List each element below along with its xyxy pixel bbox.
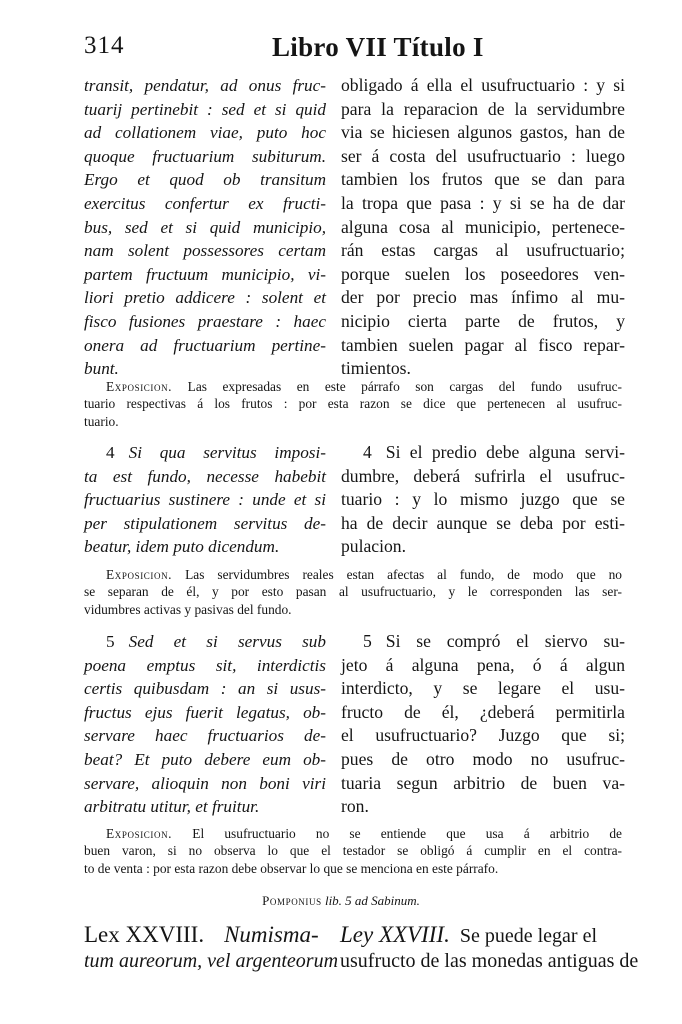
latin-line: ta est fundo, necesse habebit	[84, 466, 326, 486]
spanish-column-3	[341, 630, 625, 819]
latin-line: beatur, idem puto dicendum.	[84, 537, 280, 557]
latin-line: certis quibusdam : an si usus-	[84, 679, 326, 699]
spanish-line: der por precio mas ínfimo al mu-	[341, 287, 625, 308]
spanish-line: la tropa que pasa : y si se ha de dar	[341, 192, 625, 213]
lex-spanish-label: Ley XXVIII.	[340, 922, 450, 947]
spanish-line: tuaria segun arbitrio de buen va-	[341, 772, 625, 793]
latin-line: fructuarius sustinere : unde et si	[84, 490, 326, 510]
latin-line: onera ad fructuarium pertine-	[84, 335, 326, 355]
spanish-line: via se hiciesen algunos gastos, han de	[341, 122, 625, 143]
lex-spanish	[340, 922, 639, 974]
latin-line: fisco fusiones praestare : haec	[84, 311, 326, 331]
latin-column-2	[84, 441, 326, 559]
spanish-line: dumbre, deberá sufrirla el usufruc-	[341, 465, 625, 486]
exposicion-line: Las expresadas en este párrafo son cargas del fundo usufruc-	[187, 379, 622, 394]
latin-line: per stipulationem servitus de-	[84, 513, 326, 533]
lex-latin-label: Lex XXVIII.	[84, 922, 205, 947]
spanish-line: ser á costa del usufructuario : luego	[341, 145, 625, 166]
latin-line: bunt.	[84, 359, 119, 379]
latin-line: beat? Et puto debere eum ob-	[84, 749, 326, 769]
source-citation	[0, 893, 682, 909]
lex-latin-line: tum aureorum, vel argenteorum	[84, 950, 339, 972]
spanish-column-1	[341, 74, 625, 381]
exposicion-note-1	[84, 378, 622, 430]
spanish-line: el usufructuario? Juzgo que si;	[341, 725, 625, 746]
latin-line: bus, sed et si quid municipio,	[84, 217, 326, 237]
spanish-line: Si se compró el siervo su-	[385, 631, 625, 651]
lex-spanish-line: Se puede legar el	[459, 925, 598, 947]
latin-column-1	[84, 74, 326, 381]
spanish-line: tambien suelen pagar al fisco repar-	[341, 334, 625, 355]
spanish-line: pulacion.	[341, 536, 406, 557]
exposicion-line: tuario.	[84, 413, 119, 429]
paragraph-number: 5	[106, 632, 115, 651]
spanish-line: ron.	[341, 796, 369, 817]
exposicion-line: tuario respectivas á los frutos : por esta razon se dice que pertenecen al usufruc-	[84, 396, 622, 412]
exposicion-line: vidumbres activas y pasivas del fundo.	[84, 601, 292, 617]
paragraph-number: 4	[363, 442, 372, 462]
spanish-line: fructo de él, ¿deberá permitirla	[341, 701, 625, 722]
latin-line: servare, alioquin non boni viri	[84, 773, 326, 793]
page-title: Libro VII Título I	[272, 32, 484, 62]
latin-line: arbitratu utitur, et fruitur.	[84, 797, 260, 817]
exposicion-line: buen varon, si no observa lo que el testador se obligó á cumplir en el contra-	[84, 843, 622, 859]
spanish-line: pues de otro modo no usufruc-	[341, 748, 625, 769]
spanish-line: ha de decir aunque se deba por esti-	[341, 512, 625, 533]
paragraph-number: 5	[363, 631, 372, 651]
spanish-line: alguna cosa al municipio, pertenece-	[341, 216, 625, 237]
latin-line: poena emptus sit, interdictis	[84, 655, 326, 675]
latin-line: tuarij pertinebit : sed et si quid	[84, 99, 326, 119]
latin-line: ad collationem viae, puto hoc	[84, 123, 326, 143]
exposicion-note-3	[84, 825, 622, 877]
spanish-line: porque suelen los poseedores ven-	[341, 263, 625, 284]
exposicion-line: El usufructuario no se entiende que usa á arbitrio de	[192, 826, 622, 841]
latin-line: liori pretio addicere : solent et	[84, 288, 326, 308]
latin-line: Si qua servitus imposi-	[128, 443, 326, 462]
latin-line: exercitus confertur ex fructi-	[84, 193, 326, 213]
lex-spanish-line: usufructo de las monedas antiguas de	[340, 950, 639, 972]
exposicion-line: to de venta : por esta razon debe observar lo que se menciona en este párrafo.	[84, 860, 499, 876]
latin-line: fructus ejus fuerit legatus, ob-	[84, 702, 326, 722]
exposicion-line: Las servidumbres reales estan afectas al fundo, de modo que no	[185, 567, 622, 582]
spanish-line: jeto á alguna pena, ó á algun	[341, 654, 625, 675]
spanish-line: timientos.	[341, 358, 411, 379]
latin-line: quoque fructuarium subiturum.	[84, 146, 326, 166]
spanish-line: nicipio cierta parte de frutos, y	[341, 310, 625, 331]
source-author: Pomponius	[262, 893, 322, 908]
spanish-line: rán estas cargas al usufructuario;	[341, 240, 625, 261]
page-header	[0, 32, 682, 64]
spanish-line: Si el predio debe alguna servi-	[385, 442, 625, 462]
spanish-line: tuario : y lo mismo juzgo que se	[341, 489, 625, 510]
latin-line: servare haec fructuarios de-	[84, 726, 326, 746]
latin-column-3	[84, 630, 326, 819]
spanish-line: obligado á ella el usufructuario : y si	[341, 75, 625, 95]
exposicion-label: Exposicion.	[106, 826, 173, 841]
latin-line: nam solent possessores certam	[84, 241, 326, 261]
latin-line: transit, pendatur, ad onus fruc-	[84, 76, 326, 95]
page-number: 314	[84, 32, 125, 59]
latin-line: Ergo et quod ob transitum	[84, 170, 326, 190]
exposicion-line: se separan de él, y por esto pasan al usufructuario, y le corresponden las ser-	[84, 584, 622, 600]
spanish-line: para la reparacion de la servidumbre	[341, 98, 625, 119]
lex-latin-line: Numisma-	[224, 922, 319, 947]
spanish-line: interdicto, y se legare el usu-	[341, 678, 625, 699]
lex-latin	[84, 922, 339, 974]
paragraph-number: 4	[106, 443, 115, 462]
exposicion-note-2	[84, 566, 622, 618]
latin-line: Sed et si servus sub	[128, 632, 326, 651]
exposicion-label: Exposicion.	[106, 567, 173, 582]
source-reference: lib. 5 ad Sabinum.	[324, 893, 420, 908]
spanish-line: tambien los frutos que se dan para	[341, 169, 625, 190]
latin-line: partem fructuum municipio, vi-	[84, 264, 326, 284]
spanish-column-2	[341, 441, 625, 559]
exposicion-label: Exposicion.	[106, 379, 173, 394]
